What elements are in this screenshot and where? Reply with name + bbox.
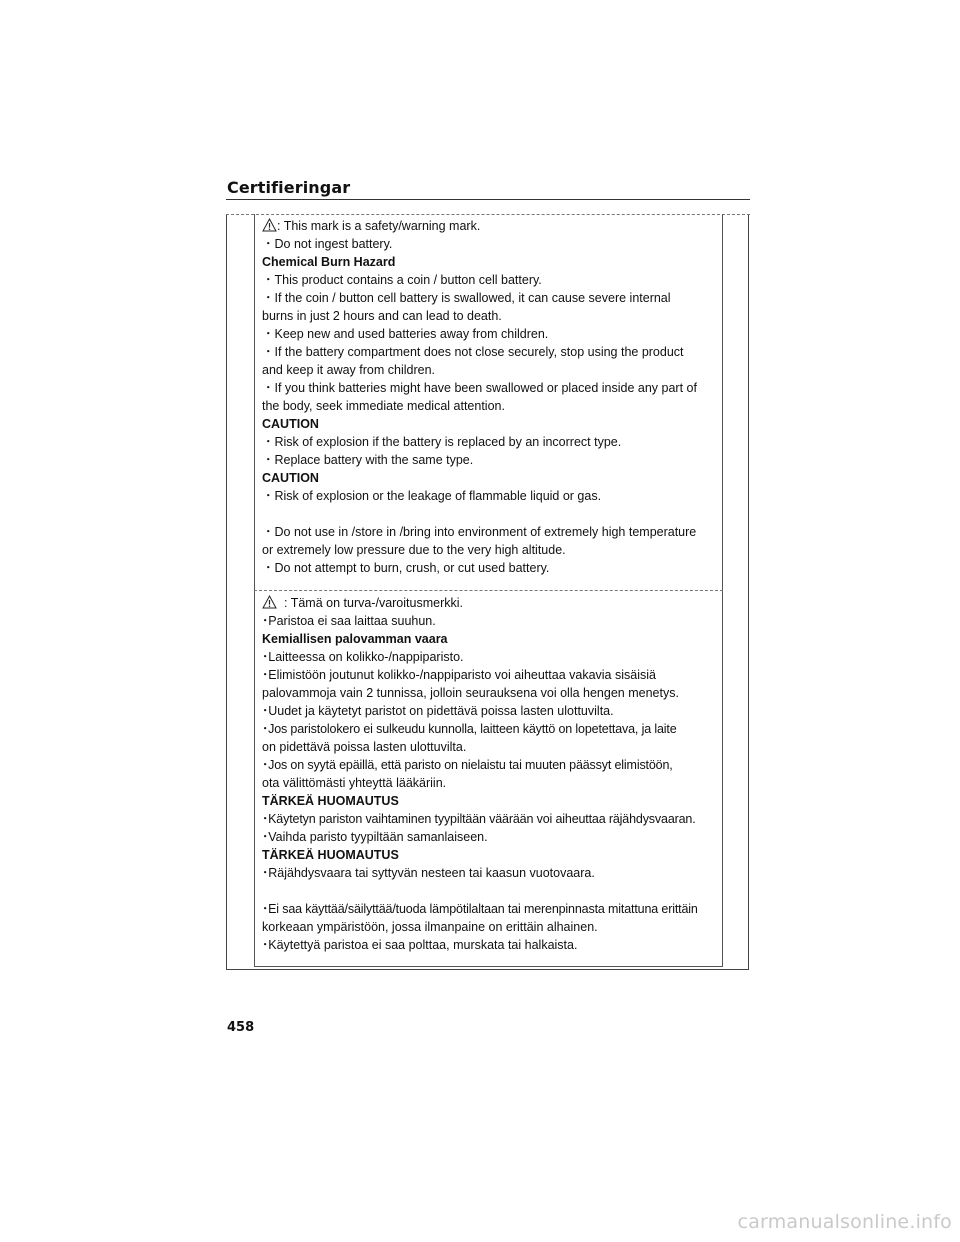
line-text: ･Ei saa käyttää/säilyttää/tuoda lämpötilaltaan tai merenpinnasta mitattuna erittäin	[262, 902, 698, 916]
line-text: on pidettävä poissa lasten ulottuvilta.	[262, 740, 467, 754]
warning-line	[262, 738, 718, 756]
page-number: 458	[227, 1020, 255, 1035]
line-text: ・Do not use in /store in /bring into environment of extremely high temperature	[262, 525, 697, 539]
line-text: ･Vaihda paristo tyypiltään samanlaiseen.	[262, 830, 488, 844]
warning-line	[262, 612, 718, 630]
warning-line	[262, 235, 718, 253]
warning-line	[262, 379, 718, 397]
line-text: ・If you think batteries might have been swallowed or placed inside any part of	[262, 381, 697, 395]
warning-line	[262, 648, 718, 666]
line-text: korkeaan ympäristöön, jossa ilmanpaine on erittäin alhainen.	[262, 920, 598, 934]
line-text: ･Laitteessa on kolikko-/nappiparisto.	[262, 650, 464, 664]
line-text: Chemical Burn Hazard	[262, 255, 396, 269]
warning-line	[262, 451, 718, 469]
warning-line	[262, 541, 718, 559]
warning-line	[262, 774, 718, 792]
page-title: Certifieringar	[227, 178, 351, 197]
line-text: TÄRKEÄ HUOMAUTUS	[262, 794, 399, 808]
line-text: ･Paristoa ei saa laittaa suuhun.	[262, 614, 436, 628]
warning-line	[262, 289, 718, 307]
warning-line	[262, 487, 718, 505]
warning-line	[262, 505, 718, 523]
line-text: and keep it away from children.	[262, 363, 436, 377]
outer-frame-top	[226, 214, 750, 215]
warning-line	[262, 702, 718, 720]
warning-line	[262, 720, 718, 738]
line-text: Kemiallisen palovamman vaara	[262, 632, 448, 646]
title-rule	[226, 199, 750, 200]
line-text: ・This product contains a coin / button cell battery.	[262, 273, 542, 287]
line-text: ･Käytettyä paristoa ei saa polttaa, murskata tai halkaista.	[262, 938, 578, 952]
line-text: CAUTION	[262, 417, 319, 431]
warning-line	[262, 864, 718, 882]
warning-line	[262, 756, 718, 774]
line-text: ･Jos on syytä epäillä, että paristo on nielaistu tai muuten päässyt elimistöön,	[262, 758, 673, 772]
line-text: ・Risk of explosion or the leakage of flammable liquid or gas.	[262, 489, 602, 503]
warning-triangle-icon	[262, 218, 277, 232]
warning-line	[262, 433, 718, 451]
warning-line	[262, 361, 718, 379]
section-heading	[262, 253, 718, 271]
line-text: : This mark is a safety/warning mark.	[277, 219, 481, 233]
section-heading	[262, 792, 718, 810]
warning-line	[262, 918, 718, 936]
section-heading	[262, 415, 718, 433]
line-text: or extremely low pressure due to the very high altitude.	[262, 543, 566, 557]
warning-line	[262, 810, 718, 828]
line-text: ･Uudet ja käytetyt paristot on pidettävä poissa lasten ulottuvilta.	[262, 704, 614, 718]
warning-line	[262, 523, 718, 541]
warning-line	[262, 594, 718, 612]
warning-line	[262, 217, 718, 235]
section-heading	[262, 630, 718, 648]
inner-frame-bottom	[254, 966, 723, 967]
warning-line	[262, 684, 718, 702]
line-text: the body, seek immediate medical attention.	[262, 399, 505, 413]
line-text: ･Elimistöön joutunut kolikko-/nappiparisto voi aiheuttaa vakavia sisäisiä	[262, 668, 656, 682]
line-text: ・Keep new and used batteries away from children.	[262, 327, 549, 341]
section-heading	[262, 846, 718, 864]
line-text: CAUTION	[262, 471, 319, 485]
section-heading	[262, 469, 718, 487]
warning-line	[262, 882, 718, 900]
warning-line	[262, 343, 718, 361]
line-text: ・If the coin / button cell battery is swallowed, it can cause severe internal	[262, 291, 671, 305]
warning-line	[262, 307, 718, 325]
finnish-warning-text	[262, 594, 718, 954]
warning-line	[262, 936, 718, 954]
watermark: carmanualsonline.info	[737, 1211, 952, 1233]
warning-line	[262, 271, 718, 289]
line-text: ･Räjähdysvaara tai syttyvän nesteen tai kaasun vuotovaara.	[262, 866, 595, 880]
warning-line	[262, 666, 718, 684]
language-divider	[254, 590, 723, 591]
english-warning-text	[262, 217, 718, 577]
warning-triangle-icon	[262, 595, 277, 609]
line-text: ・Replace battery with the same type.	[262, 453, 474, 467]
warning-line	[262, 397, 718, 415]
line-text: ota välittömästi yhteyttä lääkäriin.	[262, 776, 447, 790]
warning-line	[262, 828, 718, 846]
line-text: ･Käytetyn pariston vaihtaminen tyypiltään väärään voi aiheuttaa räjähdysvaaran.	[262, 812, 696, 826]
line-text: ・Risk of explosion if the battery is replaced by an incorrect type.	[262, 435, 622, 449]
line-text: TÄRKEÄ HUOMAUTUS	[262, 848, 399, 862]
line-text: ･Jos paristolokero ei sulkeudu kunnolla, laitteen käyttö on lopetettava, ja laite	[262, 722, 677, 736]
warning-line	[262, 559, 718, 577]
line-text: burns in just 2 hours and can lead to death.	[262, 309, 502, 323]
line-text: ・If the battery compartment does not close securely, stop using the product	[262, 345, 684, 359]
line-text: palovammoja vain 2 tunnissa, jolloin seurauksena voi olla hengen menetys.	[262, 686, 679, 700]
line-text: ・Do not ingest battery.	[262, 237, 393, 251]
warning-line	[262, 325, 718, 343]
line-text: ・Do not attempt to burn, crush, or cut used battery.	[262, 561, 550, 575]
warning-line	[262, 900, 718, 918]
line-text: : Tämä on turva-/varoitusmerkki.	[284, 596, 463, 610]
